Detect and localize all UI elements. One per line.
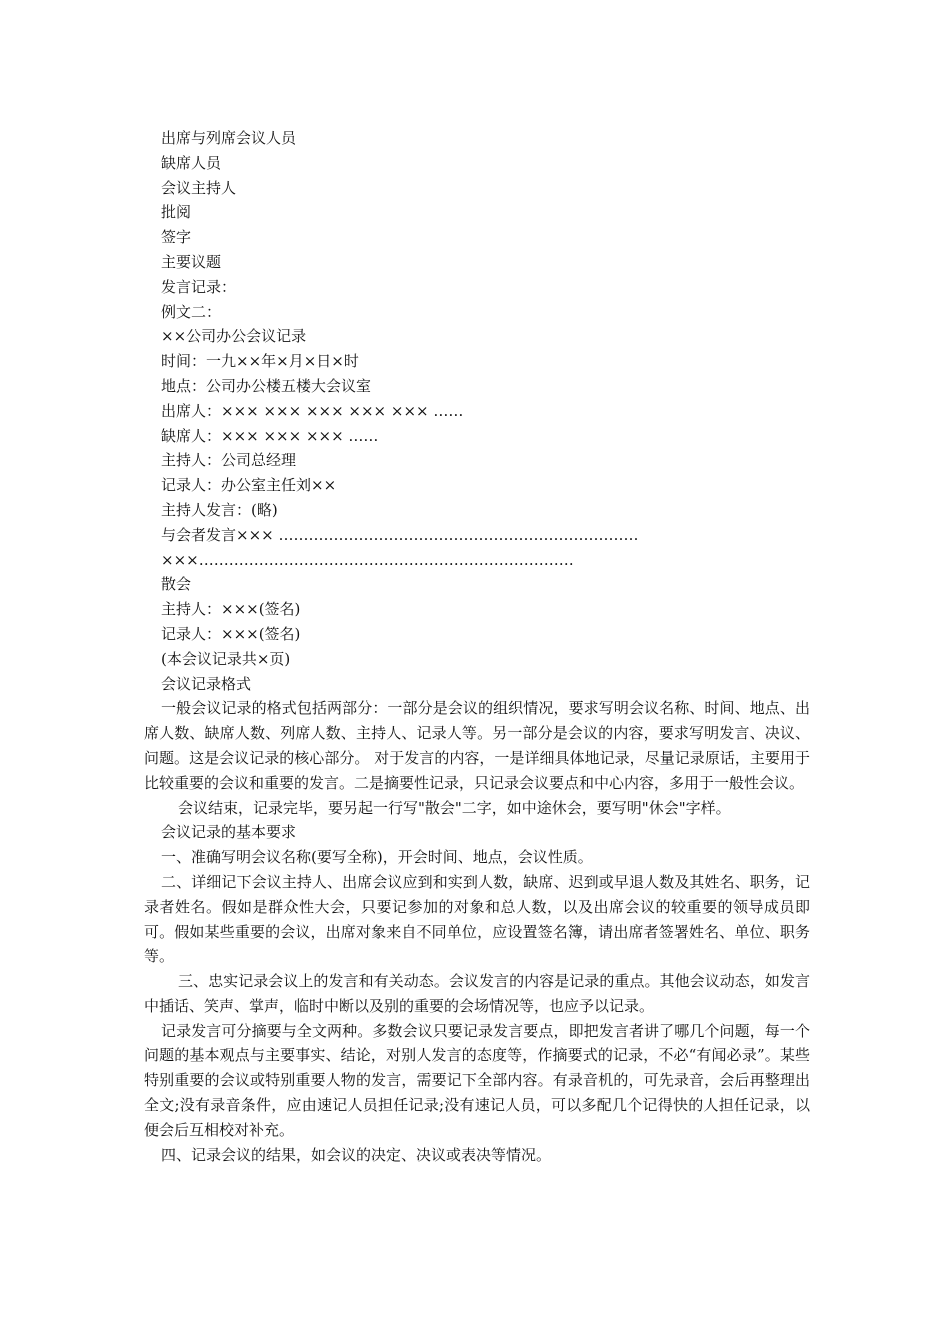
- text-line: 缺席人员: [161, 153, 222, 172]
- text-line: 缺席人：××× ××× ××× ……: [161, 426, 379, 445]
- text-line: 主持人：公司总经理: [161, 451, 297, 470]
- text-line: 发言记录：: [161, 277, 237, 296]
- paragraph: 会议结束，记录完毕，要另起一行写"散会"二字，如中途休会，要写明"休会"字样。: [178, 798, 731, 817]
- text-line: 主持人：×××(签名): [161, 600, 301, 619]
- paragraph: 一般会议记录的格式包括两部分：一部分是会议的组织情况，要求写明会议名称、时间、地点、出席人数、缺席人数、列席人数、主持人、记录人等。另一部分是会议的内容，要求写明发言、决议、问题。这是会议记录的核心部分。 对于发言的内容，一是详细具体地记录，尽量记录原话，主要用于比较重要的会议和重要的发言。二是摘要性记录，只记录会议要点和中心内容，多用于一般性会议。: [144, 699, 810, 792]
- text-line: 例文二：: [161, 302, 222, 321]
- text-line: ×××…………………………………………………………………: [161, 550, 574, 569]
- text-line: 会议主持人: [161, 178, 237, 197]
- text-line: 出席人：××× ××× ××× ××× ××× ……: [161, 401, 464, 420]
- text-line: (本会议记录共×页): [161, 649, 291, 668]
- text-line: 时间：一九××年×月×日×时: [161, 352, 359, 371]
- section-heading: 会议记录的基本要求: [161, 823, 297, 842]
- paragraph: 二、详细记下会议主持人、出席会议应到和实到人数，缺席、迟到或早退人数及其姓名、职务，记录者姓名。假如是群众性大会，只要记参加的对象和总人数，以及出席会议的较重要的领导成员即可。假如某些重要的会议，出席对象来自不同单位，应设置签名簿，请出席者签署姓名、单位、职务等。: [144, 872, 810, 966]
- text-line: 记录人：×××(签名): [161, 624, 301, 643]
- section-heading: 会议记录格式: [161, 674, 252, 693]
- paragraph: 一、准确写明会议名称(要写全称)，开会时间、地点，会议性质。: [161, 848, 593, 867]
- text-line: 地点：公司办公楼五楼大会议室: [161, 376, 372, 395]
- example-title: ××公司办公会议记录: [161, 327, 307, 346]
- text-line: 主要议题: [161, 252, 222, 271]
- text-line: 签字: [161, 228, 192, 247]
- text-line: 记录人：办公室主任刘××: [161, 476, 337, 495]
- paragraph: 三、忠实记录会议上的发言和有关动态。会议发言的内容是记录的重点。其他会议动态，如发言中插话、笑声、掌声，临时中断以及别的重要的会场情况等，也应予以记录。: [144, 972, 810, 1015]
- text-line: 批阅: [161, 203, 192, 222]
- paragraph: 记录发言可分摘要与全文两种。多数会议只要记录发言要点，即把发言者讲了哪几个问题，每一个问题的基本观点与主要事实、结论，对别人发言的态度等，作摘要式的记录，不必“有闻必录”。某些特别重要的会议或特别重要人物的发言，需要记下全部内容。有录音机的，可先录音，会后再整理出全文;没有录音条件，应由速记人员担任记录;没有速记人员，可以多配几个记得快的人担任记录，以便会后互相校对补充。: [144, 1021, 810, 1139]
- paragraph: 四、记录会议的结果，如会议的决定、决议或表决等情况。: [161, 1145, 552, 1164]
- text-line: 散会: [161, 575, 192, 594]
- text-line: 出席与列席会议人员: [161, 129, 297, 147]
- text-line: 与会者发言××× ………………………………………………………………: [161, 525, 639, 544]
- text-line: 主持人发言：(略): [161, 500, 278, 519]
- document-body: [144, 126, 810, 1167]
